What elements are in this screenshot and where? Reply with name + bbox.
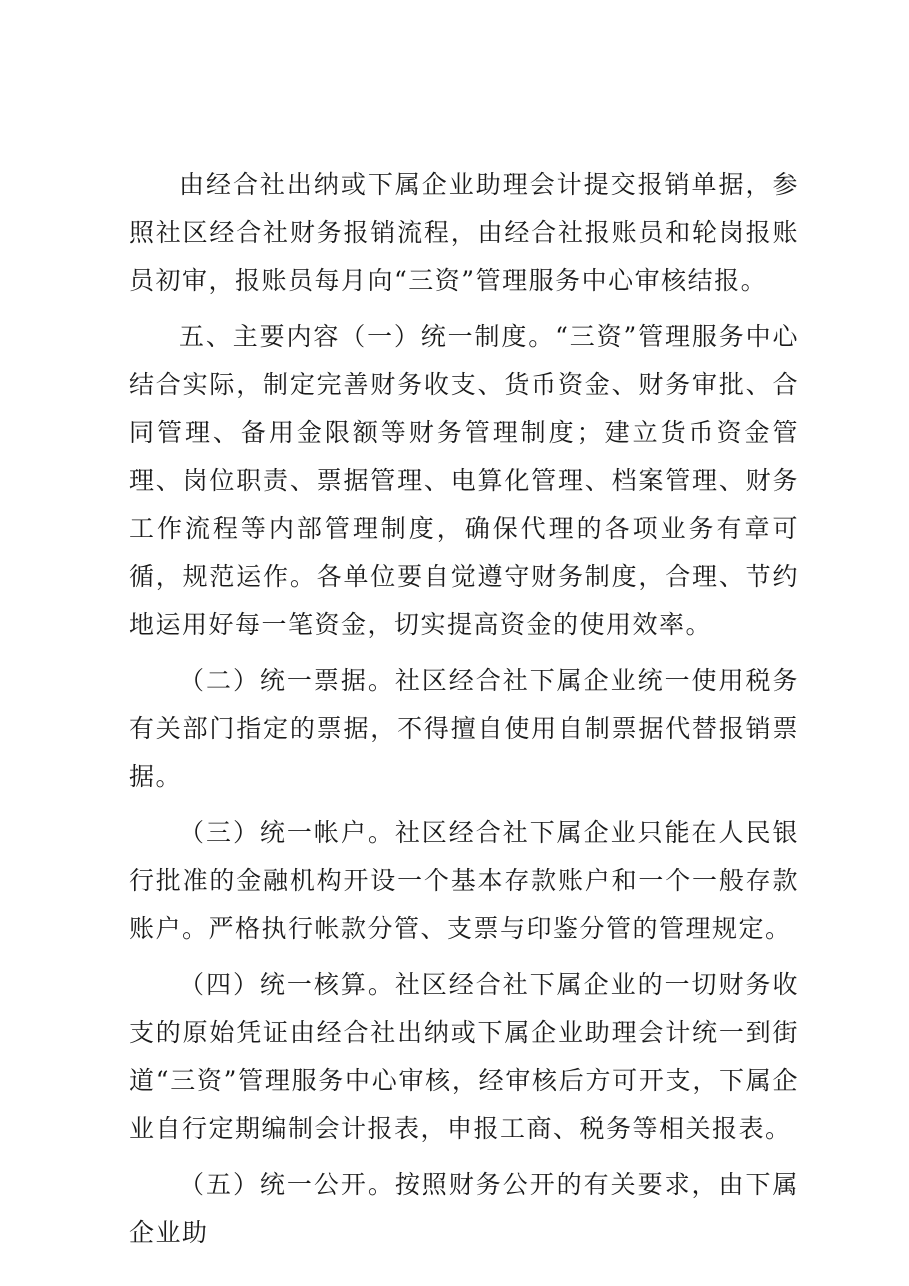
paragraph-unified-system: 五、主要内容（一）统一制度。“三资”管理服务中心结合实际，制定完善财务收支、货币资金、财务审批、合同管理、备用金限额等财务管理制度；建立货币资金管理、岗位职责、票据管理、电算化管理、档案管理、财务工作流程等内部管理制度，确保代理的各项业务有章可循，规范运作。各单位要自觉遵守财务制度，合理、节约地运用好每一笔资金，切实提高资金的使用效率。 xyxy=(129,322,799,639)
paragraph-reimbursement-process: 由经合社出纳或下属企业助理会计提交报销单据，参照社区经合社财务报销流程，由经合社报账员和轮岗报账员初审，报账员每月向“三资”管理服务中心审核结报。 xyxy=(129,170,799,295)
paragraph-unified-accounting: （四）统一核算。社区经合社下属企业的一切财务收支的原始凭证由经合社出纳或下属企业助理会计统一到街道“三资”管理服务中心审核，经审核后方可开支，下属企业自行定期编制会计报表，申报工商、税务等相关报表。 xyxy=(129,970,799,1143)
document-body xyxy=(129,161,799,1257)
paragraph-unified-receipts: （二）统一票据。社区经合社下属企业统一使用税务有关部门指定的票据，不得擅自使用自制票据代替报销票据。 xyxy=(129,666,799,791)
paragraph-unified-disclosure: （五）统一公开。按照财务公开的有关要求，由下属企业助 xyxy=(129,1170,799,1247)
paragraph-unified-accounts: （三）统一帐户。社区经合社下属企业只能在人民银行批准的金融机构开设一个基本存款账户和一个一般存款账户。严格执行帐款分管、支票与印鉴分管的管理规定。 xyxy=(129,818,799,943)
